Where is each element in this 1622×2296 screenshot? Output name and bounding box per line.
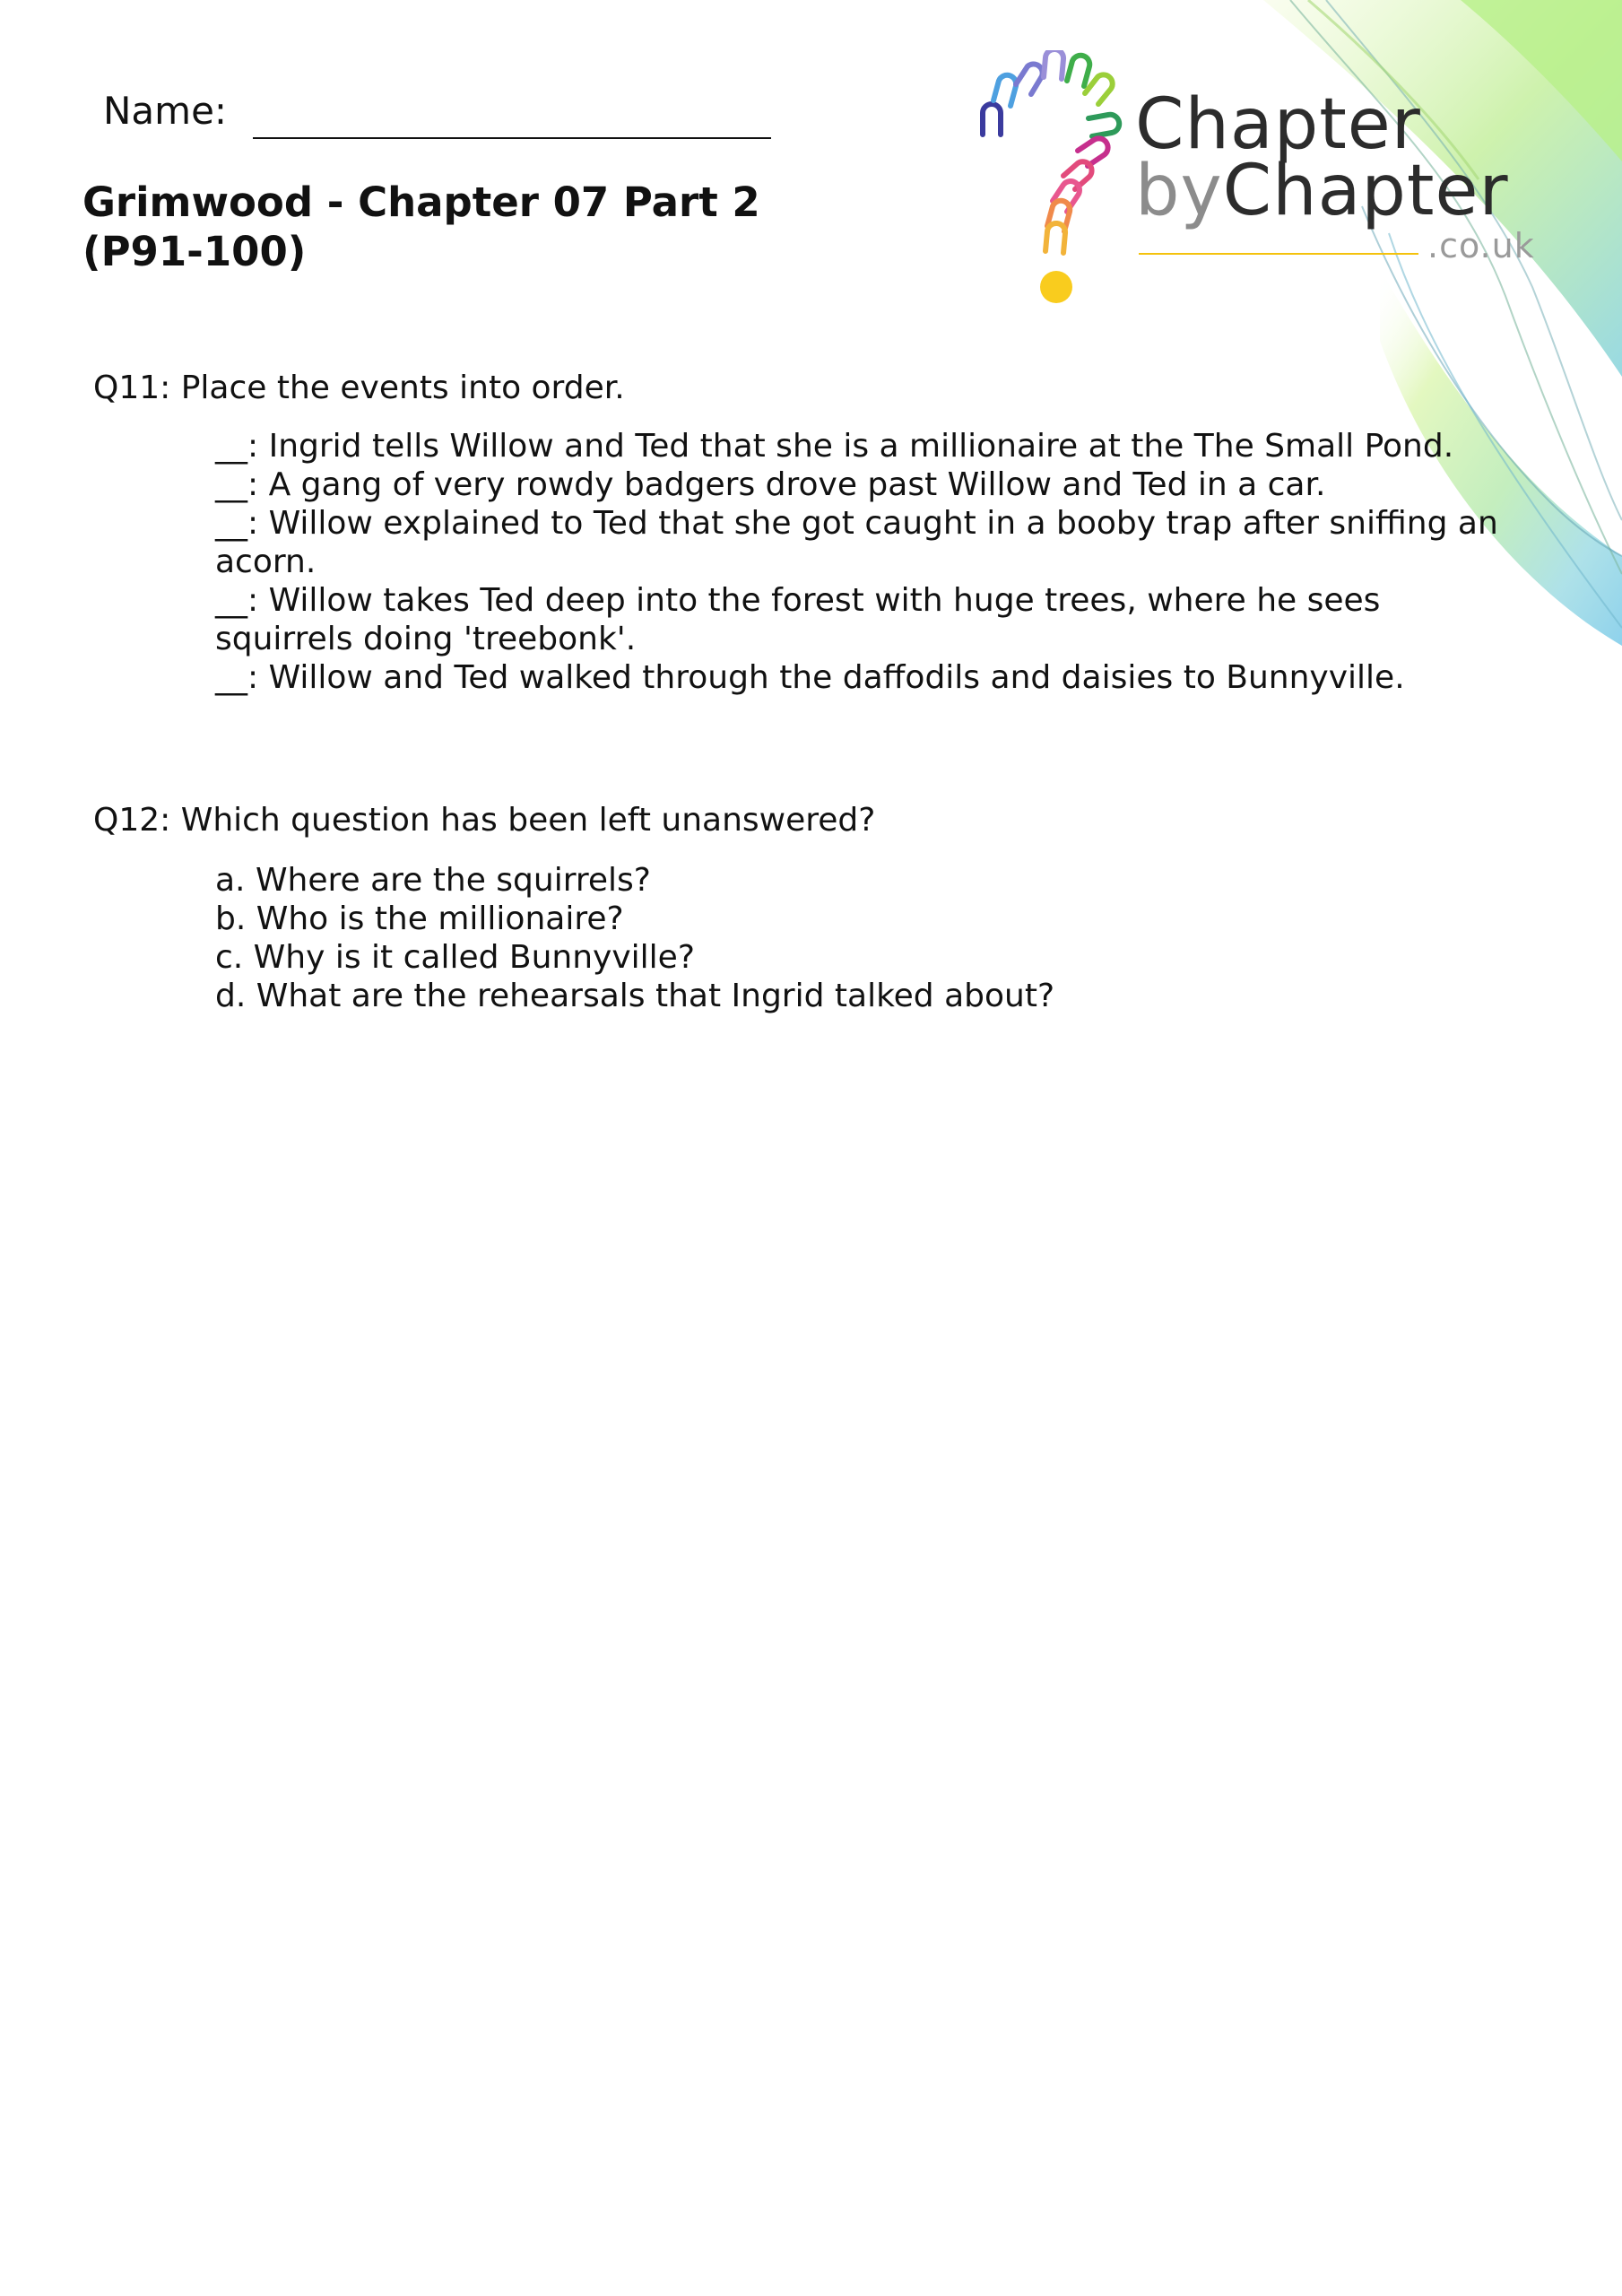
logo-word-chapter-2: Chapter [1222,151,1509,231]
list-item: b. Who is the millionaire? [215,900,624,937]
chapter-by-chapter-logo [1135,84,1535,269]
list-item: __: Willow and Ted walked through the daffodils and daisies to Bunnyville. [215,659,1405,696]
name-label: Name: [103,89,228,133]
list-item: __: Willow explained to Ted that she got caught in a booby trap after sniffing an acorn. [215,505,1498,580]
question-12-options-list [215,861,1524,1015]
question-11-events-list [215,427,1524,697]
books-question-mark-icon [967,50,1137,310]
logo-line-by-chapter [1135,151,1509,231]
list-item: __: Willow takes Ted deep into the forest with huge trees, where he sees squirrels doing 'treebonk'. [215,582,1381,657]
list-item: a. Where are the squirrels? [215,862,651,899]
list-item: c. Why is it called Bunnyville? [215,939,695,976]
question-11-label: Q11: Place the events into order. [93,370,625,406]
list-item: __: Ingrid tells Willow and Ted that she is a millionaire at the The Small Pond. [215,428,1454,465]
list-item: d. What are the rehearsals that Ingrid talked about? [215,978,1055,1014]
name-blank-line[interactable] [253,137,771,139]
question-12-label: Q12: Which question has been left unanswered? [93,802,876,839]
list-item: __: A gang of very rowdy badgers drove past Willow and Ted in a car. [215,466,1326,503]
logo-word-by: by [1135,151,1223,231]
worksheet-title: Grimwood - Chapter 07 Part 2 (P91-100) [82,178,760,275]
logo-word-chapter: Chapter [1135,84,1421,165]
logo-underline [1139,253,1418,255]
logo-domain: .co.uk [1427,226,1535,265]
logo-footer [1135,226,1535,269]
